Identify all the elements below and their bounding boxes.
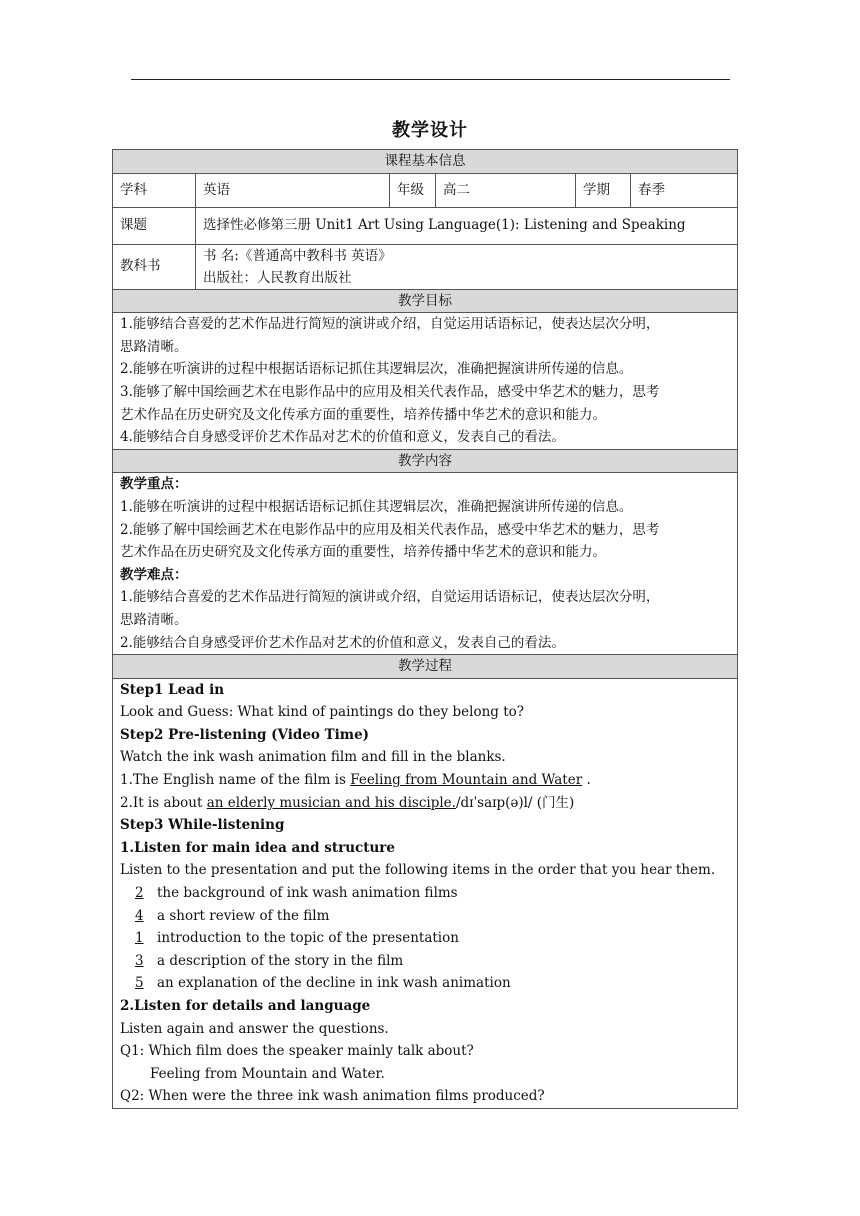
sub1-title: 1.Listen for main idea and structure xyxy=(120,839,395,856)
step2-text: Watch the ink wash animation film and fill in the blanks. xyxy=(120,749,506,766)
fill-blank-2-answer: an elderly musician and his disciple. xyxy=(206,794,456,811)
order-text: the background of ink wash animation films xyxy=(157,885,458,902)
section-basic-info: 课程基本信息 xyxy=(113,150,738,174)
order-item xyxy=(120,927,730,950)
textbook-value xyxy=(196,244,738,289)
order-text: introduction to the topic of the presentation xyxy=(157,930,459,947)
goal-line: 2.能够在听演讲的过程中根据话语标记抓住其逻辑层次，准确把握演讲所传递的信息。 xyxy=(120,361,633,378)
order-number: 2 xyxy=(135,885,144,902)
key-points-label: 教学重点： xyxy=(120,476,188,493)
textbook-label: 教科书 xyxy=(113,244,196,289)
order-item xyxy=(120,950,730,973)
answer-1: Feeling from Mountain and Water. xyxy=(150,1065,385,1082)
goal-line: 思路清晰。 xyxy=(120,338,188,355)
step1-title: Step1 Lead in xyxy=(120,681,225,698)
lesson-plan-table xyxy=(112,149,738,1109)
header-rule xyxy=(131,79,730,80)
key-point-line: 艺术作品在历史研究及文化传承方面的重要性，培养传播中华艺术的意识和能力。 xyxy=(120,544,606,561)
order-item xyxy=(120,905,730,928)
order-number: 3 xyxy=(135,952,144,969)
subject-value: 英语 xyxy=(196,173,390,207)
goal-line: 艺术作品在历史研究及文化传承方面的重要性，培养传播中华艺术的意识和能力。 xyxy=(120,406,606,423)
grade-value: 高二 xyxy=(436,173,576,207)
order-text: a description of the story in the film xyxy=(157,952,404,969)
order-item xyxy=(120,972,730,995)
sub1-text: Listen to the presentation and put the following items in the order that you hear them. xyxy=(120,862,716,879)
book-name: 书 名:《普通高中教科书 英语》 xyxy=(203,247,392,264)
section-goals: 教学目标 xyxy=(113,289,738,313)
difficult-point-line: 2.能够结合自身感受评价艺术作品对艺术的价值和意义，发表自己的看法。 xyxy=(120,634,565,651)
key-point-line: 2.能够了解中国绘画艺术在电影作品中的应用及相关代表作品，感受中华艺术的魅力，思考 xyxy=(120,521,660,538)
fill-blank-1-prefix: 1.The English name of the film is xyxy=(120,772,351,789)
grade-label: 年级 xyxy=(390,173,436,207)
fill-blank-1-suffix: . xyxy=(582,772,591,789)
fill-blank-2 xyxy=(120,792,730,815)
publisher: 出版社：人民教育出版社 xyxy=(203,269,352,286)
fill-blank-1 xyxy=(120,769,730,792)
fill-blank-2-prefix: 2.It is about xyxy=(120,794,207,811)
difficult-point-line: 1.能够结合喜爱的艺术作品进行简短的演讲或介绍，自觉运用话语标记，使表达层次分明， xyxy=(120,589,660,606)
order-number: 1 xyxy=(135,930,144,947)
goal-line: 3.能够了解中国绘画艺术在电影作品中的应用及相关代表作品，感受中华艺术的魅力，思考 xyxy=(120,383,660,400)
topic-label: 课题 xyxy=(113,207,196,244)
sub2-title: 2.Listen for details and language xyxy=(120,998,371,1014)
step1-text: Look and Guess: What kind of paintings do they belong to? xyxy=(120,704,524,721)
section-process: 教学过程 xyxy=(113,655,738,679)
term-value: 春季 xyxy=(631,173,738,207)
process-body xyxy=(113,678,738,1108)
key-point-line: 1.能够在听演讲的过程中根据话语标记抓住其逻辑层次，准确把握演讲所传递的信息。 xyxy=(120,498,633,515)
document-title: 教学设计 xyxy=(392,120,468,141)
difficult-points-label: 教学难点： xyxy=(120,566,188,583)
content-body xyxy=(113,473,738,655)
order-item xyxy=(120,882,730,905)
order-text: an explanation of the decline in ink wash animation xyxy=(157,975,511,992)
subject-label: 学科 xyxy=(113,173,196,207)
question-2: Q2: When were the three ink wash animation films produced? xyxy=(120,1088,545,1105)
fill-blank-2-suffix: /dɪˈsaɪp(ə)l/ (门生) xyxy=(455,794,575,811)
question-1: Q1: Which film does the speaker mainly talk about? xyxy=(120,1043,474,1060)
step3-title: Step3 While-listening xyxy=(120,817,285,834)
order-number: 5 xyxy=(135,975,144,992)
order-number: 4 xyxy=(135,907,144,924)
step2-title: Step2 Pre-listening (Video Time) xyxy=(120,726,370,743)
section-content: 教学内容 xyxy=(113,449,738,473)
sub2-text: Listen again and answer the questions. xyxy=(120,1020,389,1037)
topic-value: 选择性必修第三册 Unit1 Art Using Language(1): Listening and Speaking xyxy=(196,207,738,244)
order-text: a short review of the film xyxy=(157,907,330,924)
goal-line: 1.能够结合喜爱的艺术作品进行简短的演讲或介绍，自觉运用话语标记，使表达层次分明， xyxy=(120,316,660,333)
goal-line: 4.能够结合自身感受评价艺术作品对艺术的价值和意义，发表自己的看法。 xyxy=(120,429,565,446)
term-label: 学期 xyxy=(576,173,631,207)
difficult-point-line: 思路清晰。 xyxy=(120,611,188,628)
fill-blank-1-answer: Feeling from Mountain and Water xyxy=(350,772,583,789)
goals-body xyxy=(113,313,738,450)
